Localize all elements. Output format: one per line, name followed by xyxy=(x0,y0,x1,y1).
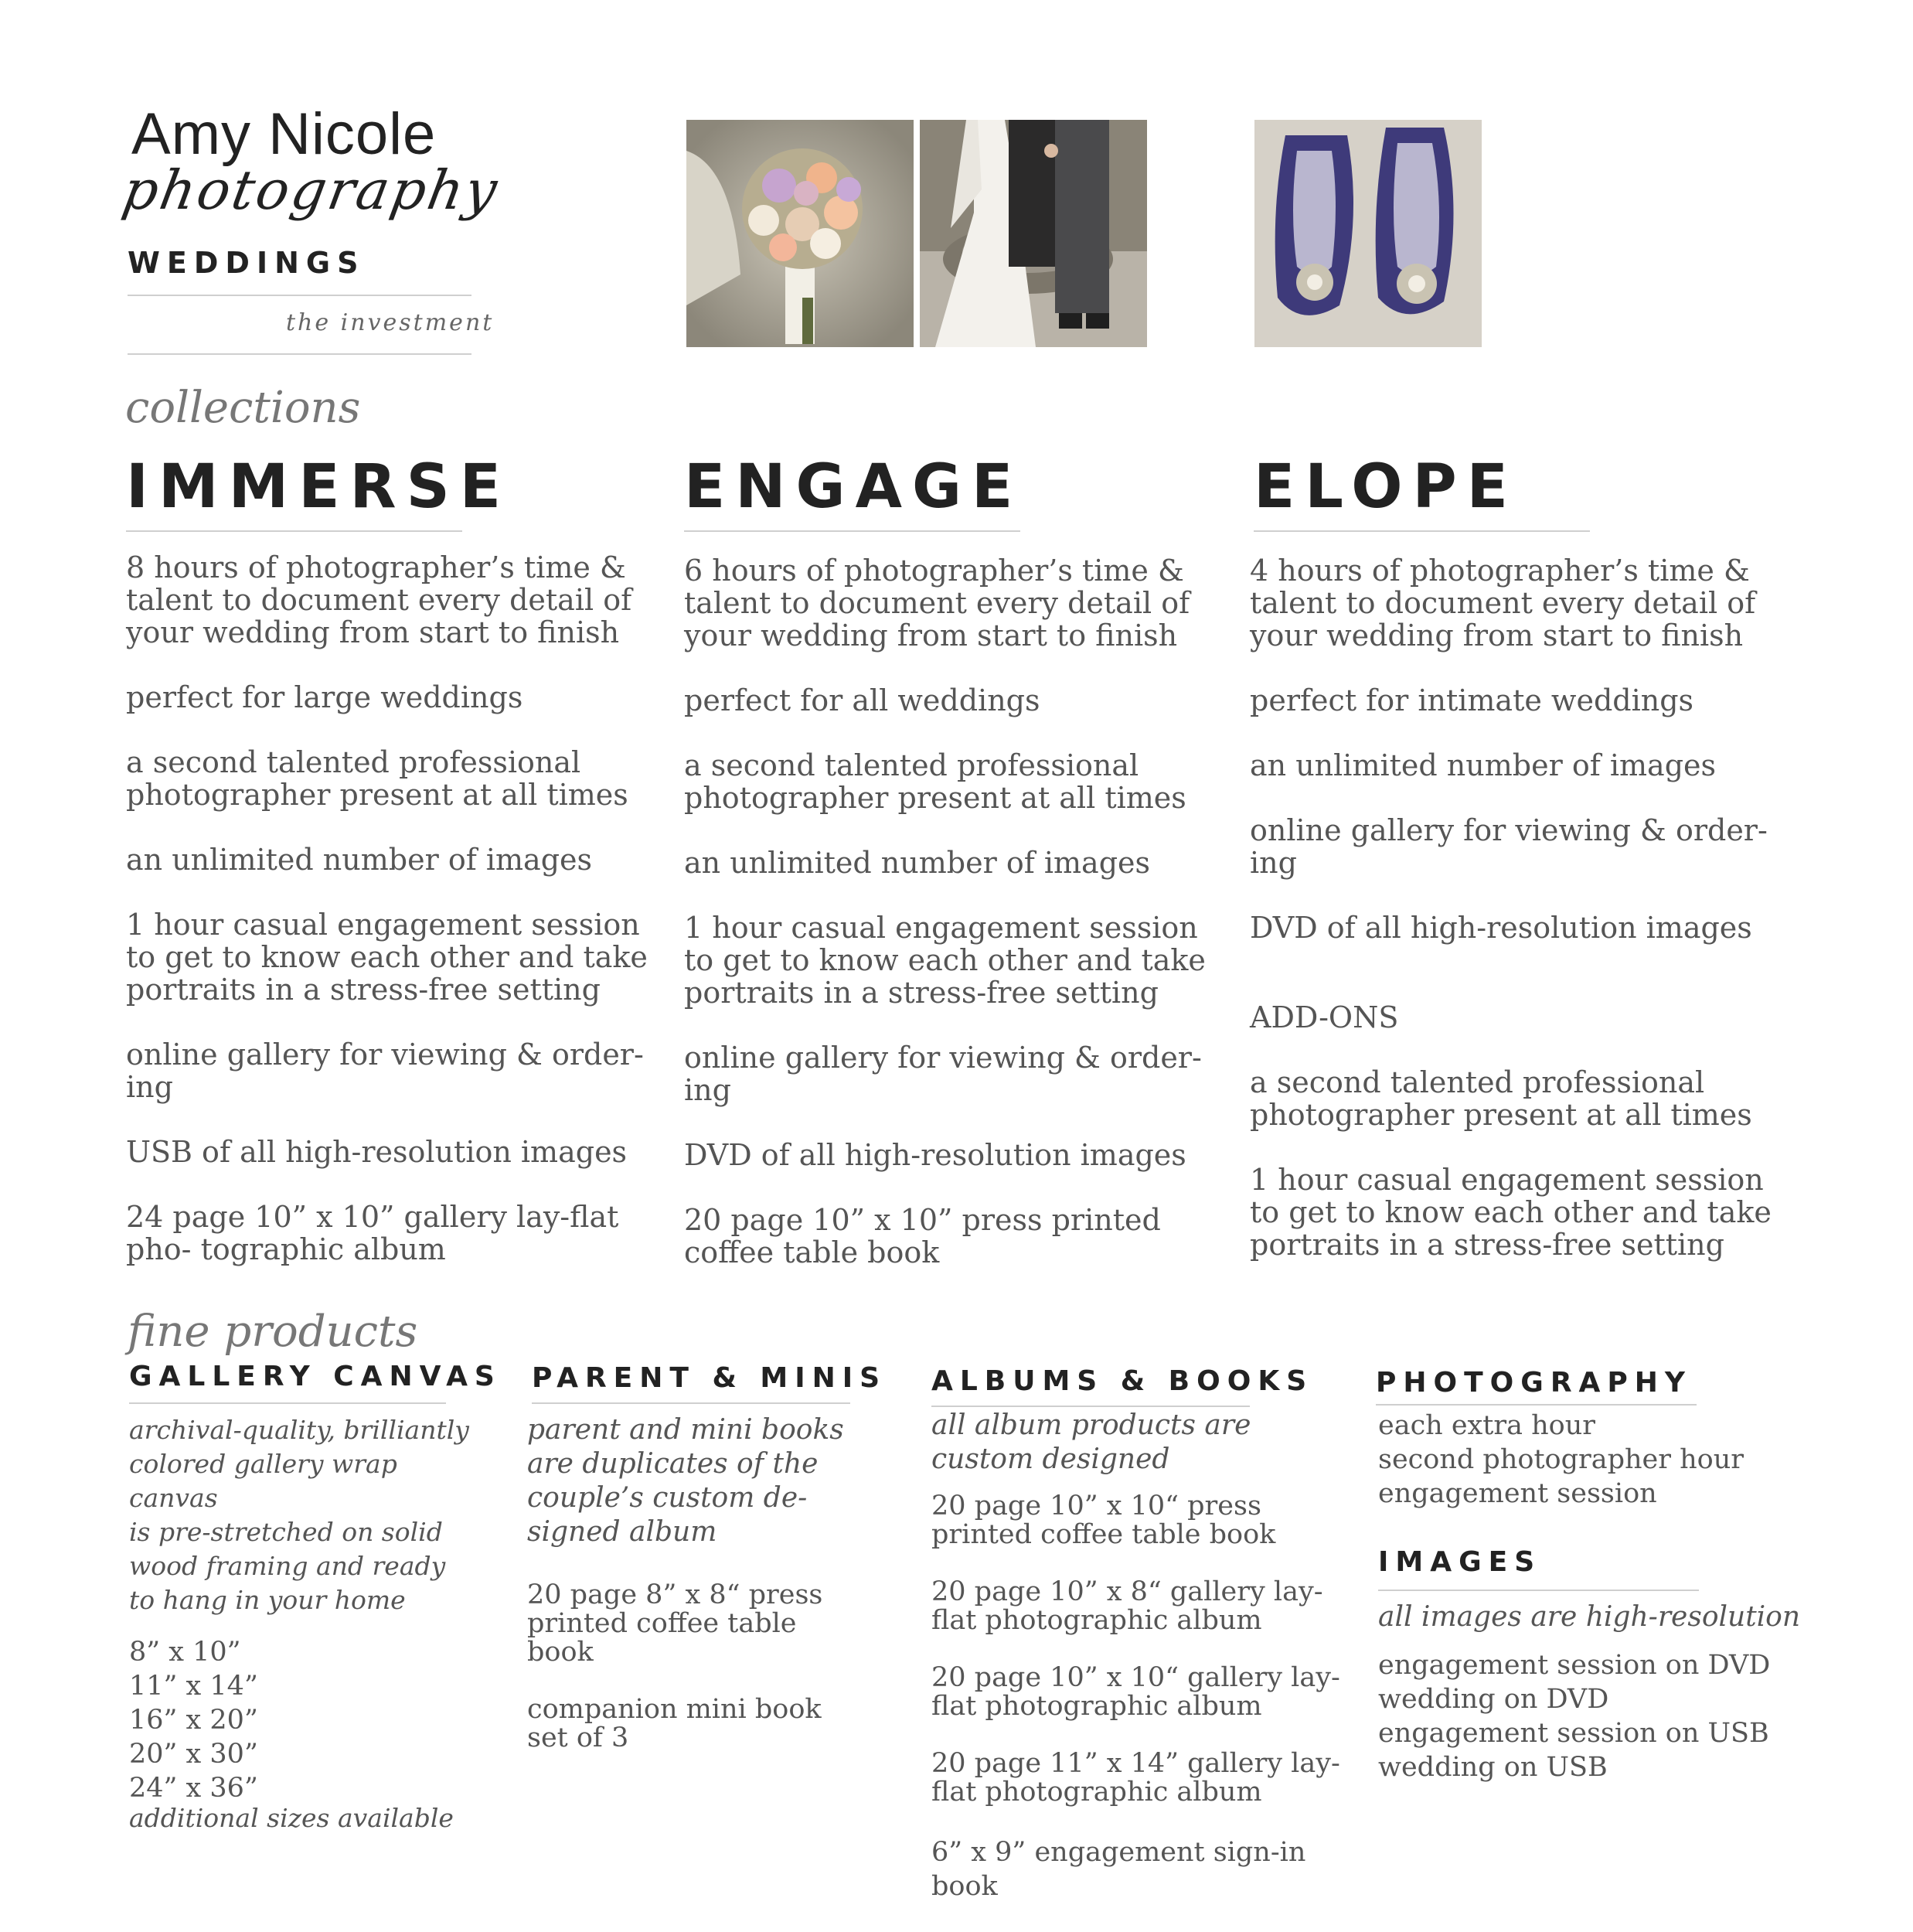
brand-category: WEDDINGS xyxy=(128,246,366,280)
fine-products-heading: fine products xyxy=(128,1307,418,1357)
parent-items xyxy=(527,1581,836,1781)
list-item: second photographer hour xyxy=(1378,1444,1744,1475)
bouquet-photo xyxy=(686,120,914,347)
list-item: an unlimited number of images xyxy=(126,843,593,877)
size-item: 11” x 14” xyxy=(129,1671,258,1702)
list-item: DVD of all high-resolution images xyxy=(1250,911,1752,945)
list-item: an unlimited number of images xyxy=(684,846,1151,880)
canvas-sizes xyxy=(129,1635,258,1805)
collection-list-engage xyxy=(684,554,1217,1301)
list-item: companion mini book set of 3 xyxy=(527,1694,822,1753)
list-item: online gallery for viewing & order- ing xyxy=(684,1041,1202,1107)
list-item: perfect for intimate weddings xyxy=(1250,683,1694,717)
list-item: a second talented professional photographer present at all times xyxy=(684,748,1186,815)
list-item: perfect for large weddings xyxy=(126,680,523,714)
ceremony-photo xyxy=(920,120,1147,347)
divider xyxy=(1378,1590,1699,1591)
divider xyxy=(126,530,462,532)
collection-title-engage: ENGAGE xyxy=(684,452,1023,522)
list-item: 6” x 9” engagement sign-in book xyxy=(931,1837,1306,1902)
addons-label: ADD-ONS xyxy=(1250,1000,1399,1034)
list-item: 20 page 10” x 10” press printed coffee table book xyxy=(684,1203,1161,1269)
images-items xyxy=(1378,1648,1770,1784)
list-item: a second talented professional photographer present at all times xyxy=(126,745,628,812)
product-title-albums: ALBUMS & BOOKS xyxy=(931,1365,1314,1397)
divider xyxy=(1376,1404,1697,1406)
size-item: 8” x 10” xyxy=(129,1637,241,1668)
size-item: 24” x 36” xyxy=(129,1773,258,1804)
product-title-parent: PARENT & MINIS xyxy=(532,1362,887,1394)
product-title-photography: PHOTOGRAPHY xyxy=(1376,1367,1692,1399)
desc-line: all album products are xyxy=(931,1409,1251,1441)
divider xyxy=(128,353,471,355)
desc-line: wood framing and ready xyxy=(129,1551,446,1581)
divider xyxy=(129,1402,446,1404)
list-item: each extra hour xyxy=(1378,1410,1595,1441)
parent-description xyxy=(527,1413,844,1549)
canvas-description xyxy=(129,1413,492,1617)
desc-line: custom designed xyxy=(931,1443,1170,1475)
brand-script: photography xyxy=(117,158,504,222)
list-item: a second talented professional photographer present at all times xyxy=(1250,1065,1752,1132)
list-item: 24 page 10” x 10” gallery lay-flat pho- tographic album xyxy=(126,1200,619,1266)
list-item: 1 hour casual engagement session to get to know each other and take portraits in a stress-free setting xyxy=(1250,1163,1772,1262)
divider xyxy=(684,530,1020,532)
desc-line: couple’s custom de- xyxy=(527,1482,808,1514)
list-item: online gallery for viewing & order- ing xyxy=(1250,813,1768,880)
desc-line: colored gallery wrap xyxy=(129,1449,397,1479)
shoes-photo xyxy=(1254,120,1482,347)
list-item: engagement session on DVD xyxy=(1378,1650,1771,1681)
list-item: an unlimited number of images xyxy=(1250,748,1717,782)
desc-line: parent and mini books xyxy=(527,1414,844,1446)
list-item: 8 hours of photographer’s time & talent to document every detail of your wedding from start to finish xyxy=(126,550,632,649)
list-item: 1 hour casual engagement session to get to know each other and take portraits in a stress-free setting xyxy=(126,908,648,1007)
divider xyxy=(931,1406,1250,1407)
divider xyxy=(128,295,471,296)
desc-line: is pre-stretched on solid xyxy=(129,1517,443,1547)
divider xyxy=(532,1402,850,1404)
divider xyxy=(1254,530,1590,532)
list-item: wedding on DVD xyxy=(1378,1684,1609,1715)
desc-line: to hang in your home xyxy=(129,1585,406,1615)
list-item: 20 page 8” x 8“ press printed coffee table book xyxy=(527,1579,823,1668)
size-item: 16” x 20” xyxy=(129,1705,258,1736)
product-title-images: IMAGES xyxy=(1378,1546,1542,1578)
list-item: DVD of all high-resolution images xyxy=(684,1138,1186,1172)
albums-description xyxy=(931,1409,1251,1477)
list-item: 20 page 10” x 10“ gallery lay- flat photographic album xyxy=(931,1662,1340,1722)
desc-line: canvas xyxy=(129,1483,218,1513)
list-item: USB of all high-resolution images xyxy=(126,1135,628,1169)
list-item: online gallery for viewing & order- ing xyxy=(126,1038,644,1104)
collection-list-immerse xyxy=(126,551,667,1298)
collection-title-immerse: IMMERSE xyxy=(126,452,512,522)
list-item: 20 page 10” x 10“ press printed coffee table book xyxy=(931,1491,1276,1550)
collection-list-elope xyxy=(1250,554,1791,1293)
desc-line: signed album xyxy=(527,1516,717,1548)
list-item: perfect for all weddings xyxy=(684,683,1040,717)
list-item: 20 page 10” x 8“ gallery lay-flat photographic album xyxy=(931,1576,1323,1636)
list-item: 1 hour casual engagement session to get to know each other and take portraits in a stress-free setting xyxy=(684,911,1206,1010)
brand-name: Amy Nicole xyxy=(131,101,437,167)
albums-items xyxy=(931,1492,1364,1932)
desc-line: archival-quality, brilliantly xyxy=(129,1415,469,1445)
collections-heading: collections xyxy=(125,383,361,433)
list-item: wedding on USB xyxy=(1378,1752,1608,1783)
photography-items xyxy=(1378,1409,1744,1511)
collection-title-elope: ELOPE xyxy=(1254,452,1518,522)
list-item: 6 hours of photographer’s time & talent to document every detail of your wedding from start to finish xyxy=(684,554,1190,653)
list-item: engagement session on USB xyxy=(1378,1718,1769,1749)
list-item: 4 hours of photographer’s time & talent to document every detail of your wedding from start to finish xyxy=(1250,554,1756,653)
product-title-canvas: GALLERY CANVAS xyxy=(129,1361,502,1392)
size-item: 20” x 30” xyxy=(129,1739,258,1770)
desc-line: are duplicates of the xyxy=(527,1448,819,1480)
tagline: the investment xyxy=(286,309,495,336)
canvas-note: additional sizes available xyxy=(129,1803,454,1833)
list-item: 20 page 11” x 14” gallery lay- flat photographic album xyxy=(931,1748,1340,1808)
list-item: engagement session xyxy=(1378,1478,1657,1509)
images-description: all images are high-resolution xyxy=(1378,1601,1801,1633)
